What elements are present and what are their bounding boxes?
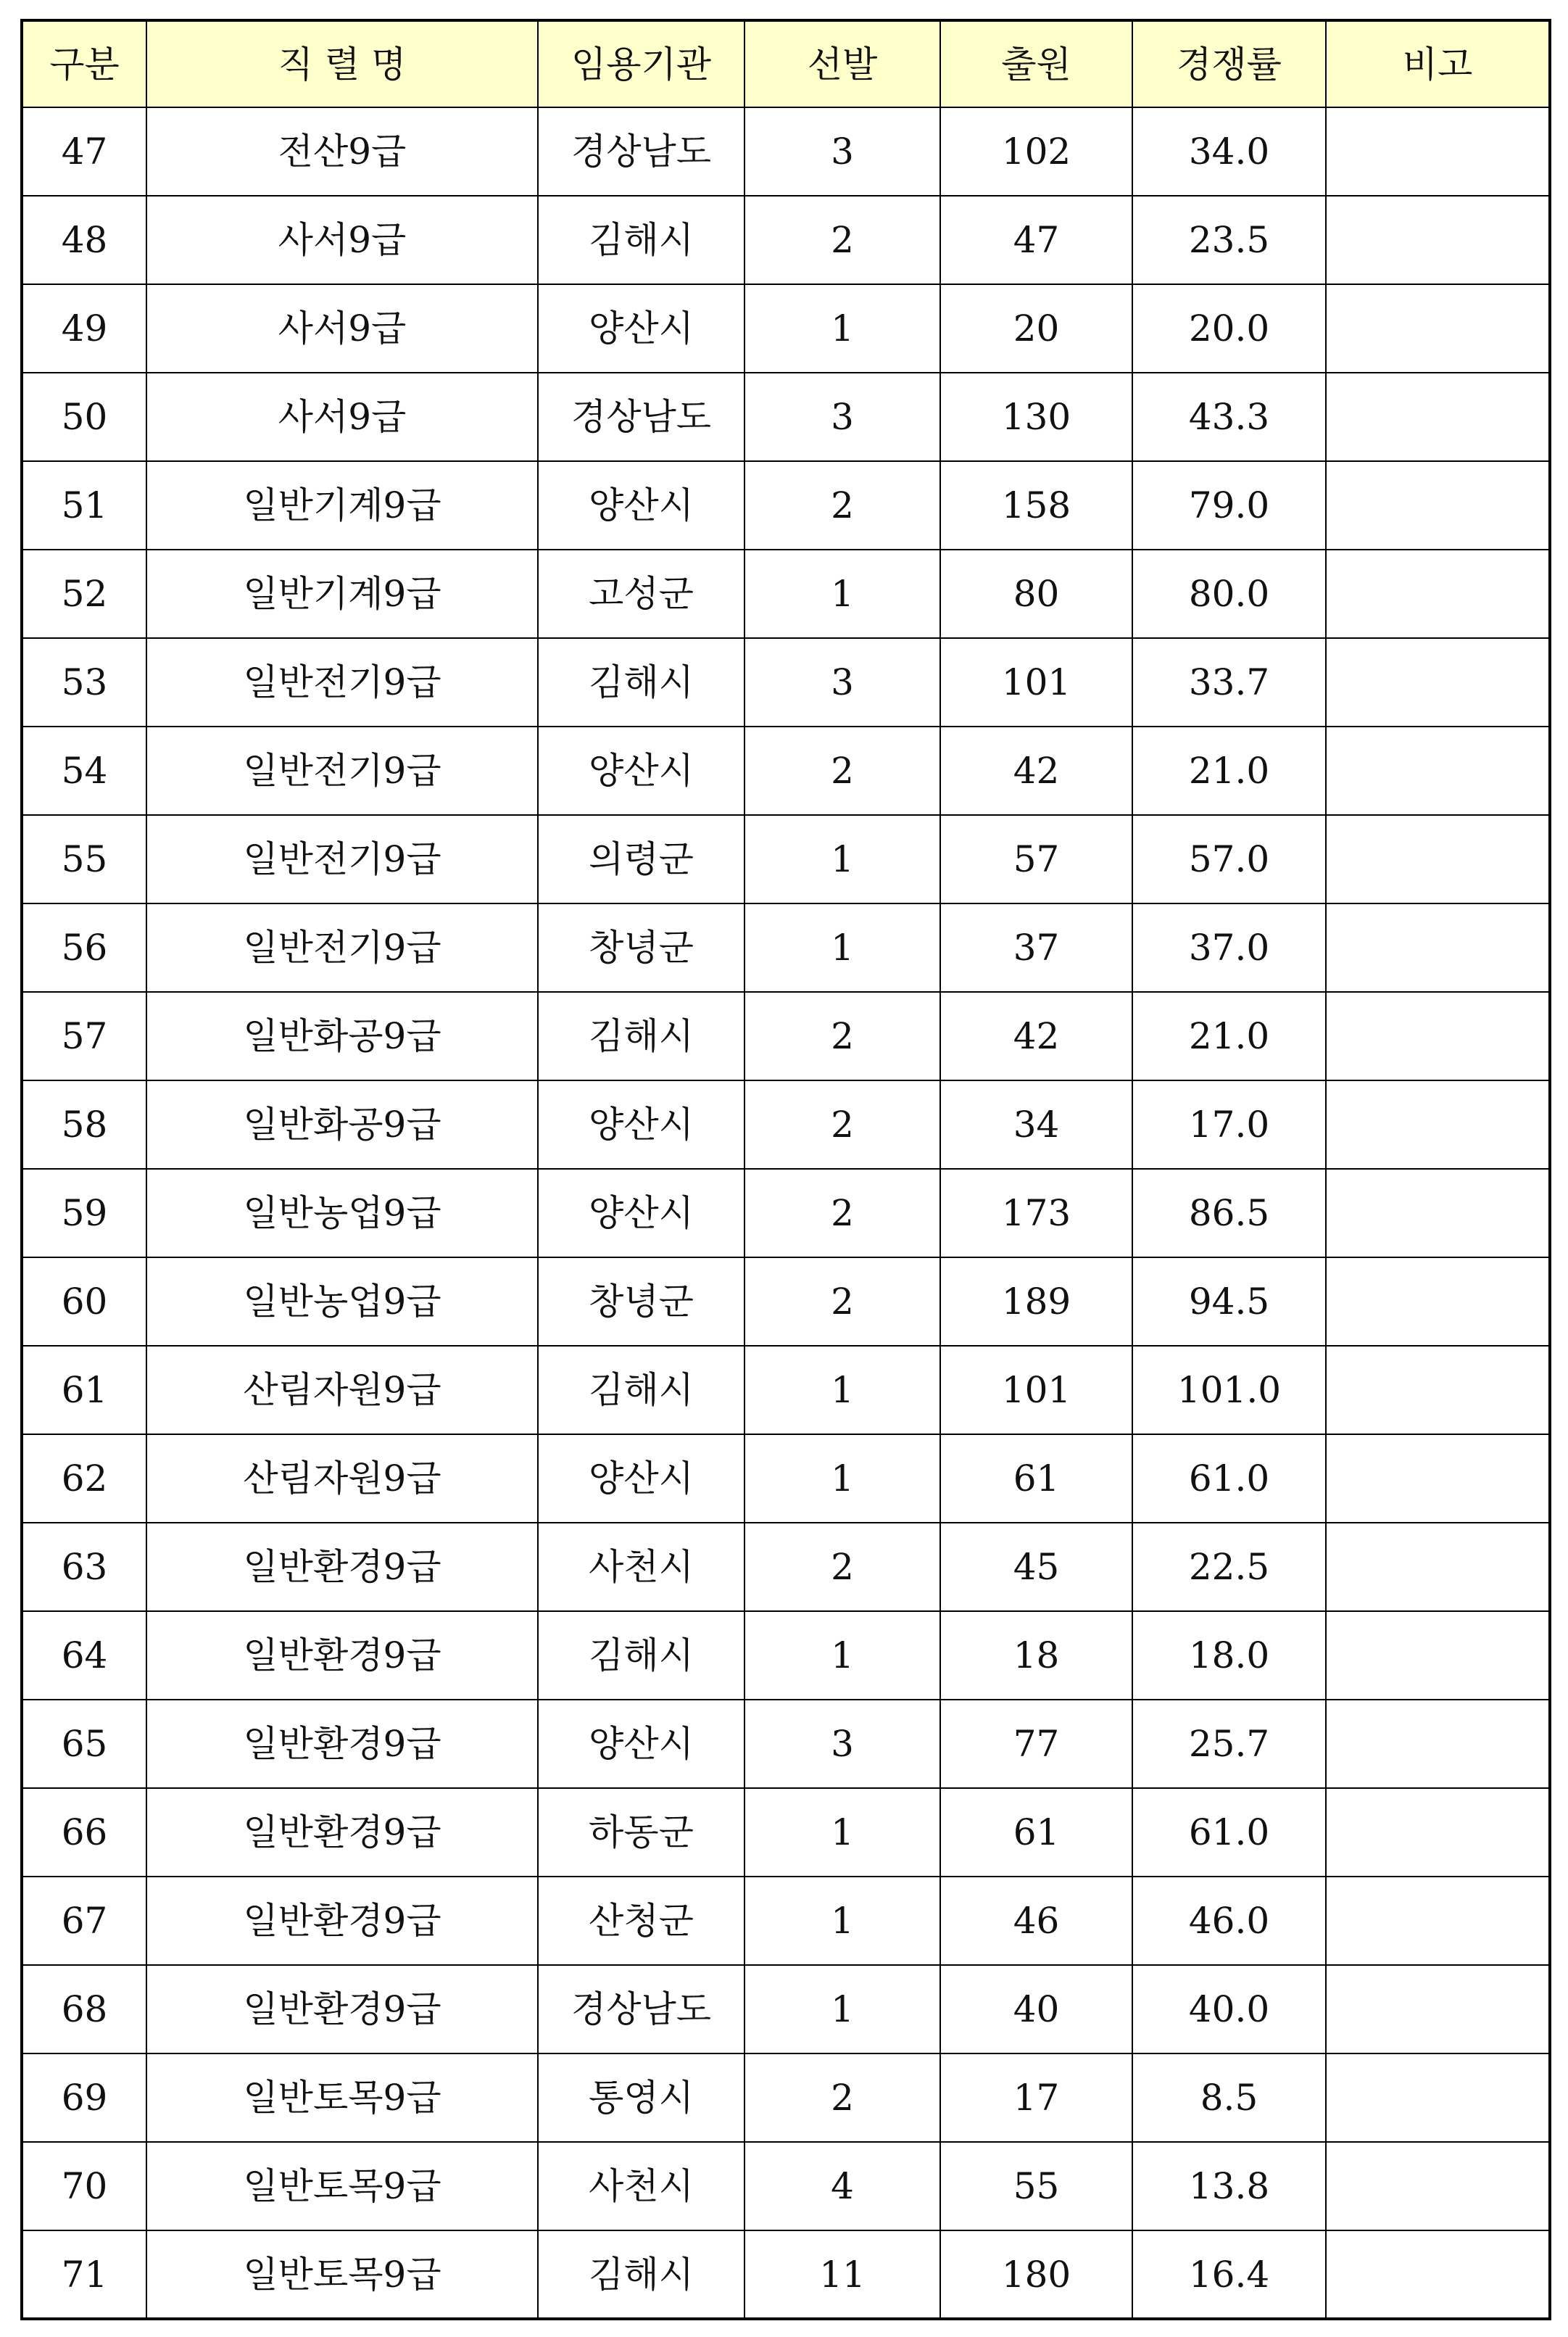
cell-rate: 33.7 xyxy=(1132,638,1326,727)
cell-title: 일반전기9급 xyxy=(146,638,538,727)
table-row xyxy=(22,1346,1550,1434)
cell-note xyxy=(1326,1611,1550,1700)
cell-rate: 20.0 xyxy=(1132,284,1326,373)
table-row xyxy=(22,727,1550,815)
cell-no: 53 xyxy=(22,638,146,727)
cell-rate: 13.8 xyxy=(1132,2142,1326,2230)
cell-agency: 통영시 xyxy=(538,2053,744,2142)
cell-agency: 양산시 xyxy=(538,1169,744,1257)
cell-rate: 21.0 xyxy=(1132,727,1326,815)
cell-selected: 2 xyxy=(744,461,940,550)
table-row xyxy=(22,1700,1550,1788)
table-row xyxy=(22,1877,1550,1965)
header-rate: 경쟁률 xyxy=(1132,20,1326,107)
cell-no: 68 xyxy=(22,1965,146,2053)
table-row xyxy=(22,373,1550,461)
cell-selected: 2 xyxy=(744,196,940,284)
cell-selected: 3 xyxy=(744,373,940,461)
recruitment-table-container xyxy=(20,19,1548,2319)
cell-rate: 16.4 xyxy=(1132,2230,1326,2319)
cell-note xyxy=(1326,638,1550,727)
cell-selected: 1 xyxy=(744,903,940,992)
cell-selected: 2 xyxy=(744,2053,940,2142)
cell-title: 일반기계9급 xyxy=(146,461,538,550)
cell-applicants: 61 xyxy=(940,1788,1132,1877)
table-row xyxy=(22,903,1550,992)
cell-no: 56 xyxy=(22,903,146,992)
cell-agency: 김해시 xyxy=(538,638,744,727)
cell-note xyxy=(1326,903,1550,992)
cell-note xyxy=(1326,1523,1550,1611)
header-row xyxy=(22,20,1550,107)
cell-no: 66 xyxy=(22,1788,146,1877)
cell-title: 사서9급 xyxy=(146,373,538,461)
cell-rate: 17.0 xyxy=(1132,1080,1326,1169)
cell-title: 일반화공9급 xyxy=(146,1080,538,1169)
cell-title: 전산9급 xyxy=(146,107,538,196)
cell-note xyxy=(1326,550,1550,638)
cell-selected: 2 xyxy=(744,1169,940,1257)
table-row xyxy=(22,1080,1550,1169)
table-row xyxy=(22,992,1550,1080)
cell-agency: 의령군 xyxy=(538,815,744,903)
cell-note xyxy=(1326,2142,1550,2230)
cell-no: 48 xyxy=(22,196,146,284)
cell-selected: 1 xyxy=(744,550,940,638)
cell-title: 일반환경9급 xyxy=(146,1523,538,1611)
cell-applicants: 20 xyxy=(940,284,1132,373)
cell-agency: 김해시 xyxy=(538,2230,744,2319)
cell-applicants: 180 xyxy=(940,2230,1132,2319)
cell-agency: 사천시 xyxy=(538,1523,744,1611)
table-row xyxy=(22,550,1550,638)
table-row xyxy=(22,1965,1550,2053)
cell-agency: 경상남도 xyxy=(538,1965,744,2053)
cell-no: 51 xyxy=(22,461,146,550)
cell-selected: 4 xyxy=(744,2142,940,2230)
cell-no: 70 xyxy=(22,2142,146,2230)
cell-selected: 2 xyxy=(744,1080,940,1169)
header-title: 직 렬 명 xyxy=(146,20,538,107)
table-body xyxy=(22,107,1550,2319)
cell-selected: 2 xyxy=(744,1257,940,1346)
cell-note xyxy=(1326,284,1550,373)
cell-agency: 사천시 xyxy=(538,2142,744,2230)
cell-selected: 1 xyxy=(744,1965,940,2053)
cell-title: 일반환경9급 xyxy=(146,1788,538,1877)
table-row xyxy=(22,196,1550,284)
cell-no: 67 xyxy=(22,1877,146,1965)
cell-applicants: 102 xyxy=(940,107,1132,196)
cell-note xyxy=(1326,1434,1550,1523)
cell-applicants: 101 xyxy=(940,638,1132,727)
cell-selected: 3 xyxy=(744,638,940,727)
cell-applicants: 57 xyxy=(940,815,1132,903)
cell-selected: 1 xyxy=(744,1346,940,1434)
cell-rate: 23.5 xyxy=(1132,196,1326,284)
cell-no: 58 xyxy=(22,1080,146,1169)
cell-agency: 하동군 xyxy=(538,1788,744,1877)
cell-no: 60 xyxy=(22,1257,146,1346)
cell-rate: 61.0 xyxy=(1132,1788,1326,1877)
cell-rate: 46.0 xyxy=(1132,1877,1326,1965)
cell-title: 일반토목9급 xyxy=(146,2230,538,2319)
cell-note xyxy=(1326,1788,1550,1877)
table-row xyxy=(22,461,1550,550)
table-row xyxy=(22,638,1550,727)
cell-applicants: 46 xyxy=(940,1877,1132,1965)
cell-title: 사서9급 xyxy=(146,196,538,284)
cell-rate: 8.5 xyxy=(1132,2053,1326,2142)
cell-no: 64 xyxy=(22,1611,146,1700)
cell-applicants: 130 xyxy=(940,373,1132,461)
cell-title: 일반전기9급 xyxy=(146,903,538,992)
cell-rate: 57.0 xyxy=(1132,815,1326,903)
cell-rate: 101.0 xyxy=(1132,1346,1326,1434)
table-row xyxy=(22,1611,1550,1700)
table-row xyxy=(22,107,1550,196)
cell-note xyxy=(1326,1965,1550,2053)
cell-selected: 2 xyxy=(744,1523,940,1611)
cell-no: 52 xyxy=(22,550,146,638)
cell-no: 62 xyxy=(22,1434,146,1523)
cell-applicants: 18 xyxy=(940,1611,1132,1700)
cell-applicants: 173 xyxy=(940,1169,1132,1257)
cell-agency: 창녕군 xyxy=(538,1257,744,1346)
cell-no: 49 xyxy=(22,284,146,373)
cell-title: 일반화공9급 xyxy=(146,992,538,1080)
cell-note xyxy=(1326,815,1550,903)
cell-note xyxy=(1326,461,1550,550)
cell-agency: 경상남도 xyxy=(538,373,744,461)
header-agency: 임용기관 xyxy=(538,20,744,107)
cell-title: 일반환경9급 xyxy=(146,1700,538,1788)
cell-note xyxy=(1326,1346,1550,1434)
cell-rate: 43.3 xyxy=(1132,373,1326,461)
cell-title: 일반농업9급 xyxy=(146,1257,538,1346)
cell-applicants: 37 xyxy=(940,903,1132,992)
cell-selected: 3 xyxy=(744,1700,940,1788)
cell-selected: 1 xyxy=(744,1434,940,1523)
cell-agency: 양산시 xyxy=(538,727,744,815)
table-row xyxy=(22,1523,1550,1611)
cell-title: 일반토목9급 xyxy=(146,2142,538,2230)
cell-agency: 양산시 xyxy=(538,1434,744,1523)
cell-selected: 2 xyxy=(744,992,940,1080)
cell-title: 일반기계9급 xyxy=(146,550,538,638)
cell-no: 63 xyxy=(22,1523,146,1611)
table-row xyxy=(22,1788,1550,1877)
cell-title: 일반환경9급 xyxy=(146,1877,538,1965)
cell-no: 69 xyxy=(22,2053,146,2142)
cell-selected: 1 xyxy=(744,1788,940,1877)
cell-note xyxy=(1326,1257,1550,1346)
cell-agency: 김해시 xyxy=(538,196,744,284)
cell-note xyxy=(1326,196,1550,284)
cell-selected: 1 xyxy=(744,284,940,373)
cell-applicants: 77 xyxy=(940,1700,1132,1788)
cell-note xyxy=(1326,1877,1550,1965)
cell-applicants: 55 xyxy=(940,2142,1132,2230)
cell-applicants: 158 xyxy=(940,461,1132,550)
table-row xyxy=(22,2230,1550,2319)
cell-rate: 80.0 xyxy=(1132,550,1326,638)
cell-selected: 1 xyxy=(744,815,940,903)
cell-applicants: 45 xyxy=(940,1523,1132,1611)
cell-agency: 창녕군 xyxy=(538,903,744,992)
table-row xyxy=(22,1257,1550,1346)
cell-no: 57 xyxy=(22,992,146,1080)
cell-agency: 양산시 xyxy=(538,1700,744,1788)
cell-note xyxy=(1326,107,1550,196)
cell-rate: 94.5 xyxy=(1132,1257,1326,1346)
cell-agency: 고성군 xyxy=(538,550,744,638)
cell-agency: 경상남도 xyxy=(538,107,744,196)
cell-rate: 79.0 xyxy=(1132,461,1326,550)
cell-note xyxy=(1326,1080,1550,1169)
cell-agency: 산청군 xyxy=(538,1877,744,1965)
cell-rate: 86.5 xyxy=(1132,1169,1326,1257)
cell-selected: 1 xyxy=(744,1877,940,1965)
cell-rate: 61.0 xyxy=(1132,1434,1326,1523)
cell-title: 사서9급 xyxy=(146,284,538,373)
cell-no: 71 xyxy=(22,2230,146,2319)
cell-note xyxy=(1326,2230,1550,2319)
cell-title: 일반토목9급 xyxy=(146,2053,538,2142)
cell-no: 54 xyxy=(22,727,146,815)
cell-title: 산림자원9급 xyxy=(146,1346,538,1434)
cell-title: 일반전기9급 xyxy=(146,815,538,903)
cell-note xyxy=(1326,373,1550,461)
table-row xyxy=(22,284,1550,373)
cell-title: 일반농업9급 xyxy=(146,1169,538,1257)
cell-no: 61 xyxy=(22,1346,146,1434)
cell-applicants: 17 xyxy=(940,2053,1132,2142)
cell-agency: 양산시 xyxy=(538,461,744,550)
cell-no: 47 xyxy=(22,107,146,196)
cell-applicants: 34 xyxy=(940,1080,1132,1169)
table-row xyxy=(22,1169,1550,1257)
cell-title: 산림자원9급 xyxy=(146,1434,538,1523)
cell-rate: 25.7 xyxy=(1132,1700,1326,1788)
cell-note xyxy=(1326,992,1550,1080)
cell-applicants: 42 xyxy=(940,992,1132,1080)
header-note: 비고 xyxy=(1326,20,1550,107)
cell-no: 59 xyxy=(22,1169,146,1257)
cell-selected: 2 xyxy=(744,727,940,815)
cell-note xyxy=(1326,1700,1550,1788)
cell-rate: 21.0 xyxy=(1132,992,1326,1080)
cell-applicants: 189 xyxy=(940,1257,1132,1346)
cell-rate: 34.0 xyxy=(1132,107,1326,196)
table-row xyxy=(22,2053,1550,2142)
cell-selected: 3 xyxy=(744,107,940,196)
cell-agency: 양산시 xyxy=(538,1080,744,1169)
cell-agency: 김해시 xyxy=(538,1611,744,1700)
cell-title: 일반환경9급 xyxy=(146,1611,538,1700)
header-no: 구분 xyxy=(22,20,146,107)
table-row xyxy=(22,815,1550,903)
cell-selected: 1 xyxy=(744,1611,940,1700)
cell-no: 55 xyxy=(22,815,146,903)
recruitment-competition-table xyxy=(20,19,1551,2320)
header-selected: 선발 xyxy=(744,20,940,107)
cell-rate: 18.0 xyxy=(1132,1611,1326,1700)
cell-applicants: 47 xyxy=(940,196,1132,284)
cell-selected: 11 xyxy=(744,2230,940,2319)
table-row xyxy=(22,2142,1550,2230)
cell-rate: 40.0 xyxy=(1132,1965,1326,2053)
cell-applicants: 80 xyxy=(940,550,1132,638)
cell-rate: 22.5 xyxy=(1132,1523,1326,1611)
cell-applicants: 61 xyxy=(940,1434,1132,1523)
cell-agency: 김해시 xyxy=(538,1346,744,1434)
cell-note xyxy=(1326,1169,1550,1257)
cell-applicants: 101 xyxy=(940,1346,1132,1434)
cell-rate: 37.0 xyxy=(1132,903,1326,992)
cell-note xyxy=(1326,727,1550,815)
header-applicants: 출원 xyxy=(940,20,1132,107)
cell-applicants: 40 xyxy=(940,1965,1132,2053)
cell-no: 65 xyxy=(22,1700,146,1788)
cell-title: 일반전기9급 xyxy=(146,727,538,815)
cell-no: 50 xyxy=(22,373,146,461)
cell-title: 일반환경9급 xyxy=(146,1965,538,2053)
cell-applicants: 42 xyxy=(940,727,1132,815)
cell-note xyxy=(1326,2053,1550,2142)
cell-agency: 양산시 xyxy=(538,284,744,373)
table-row xyxy=(22,1434,1550,1523)
cell-agency: 김해시 xyxy=(538,992,744,1080)
